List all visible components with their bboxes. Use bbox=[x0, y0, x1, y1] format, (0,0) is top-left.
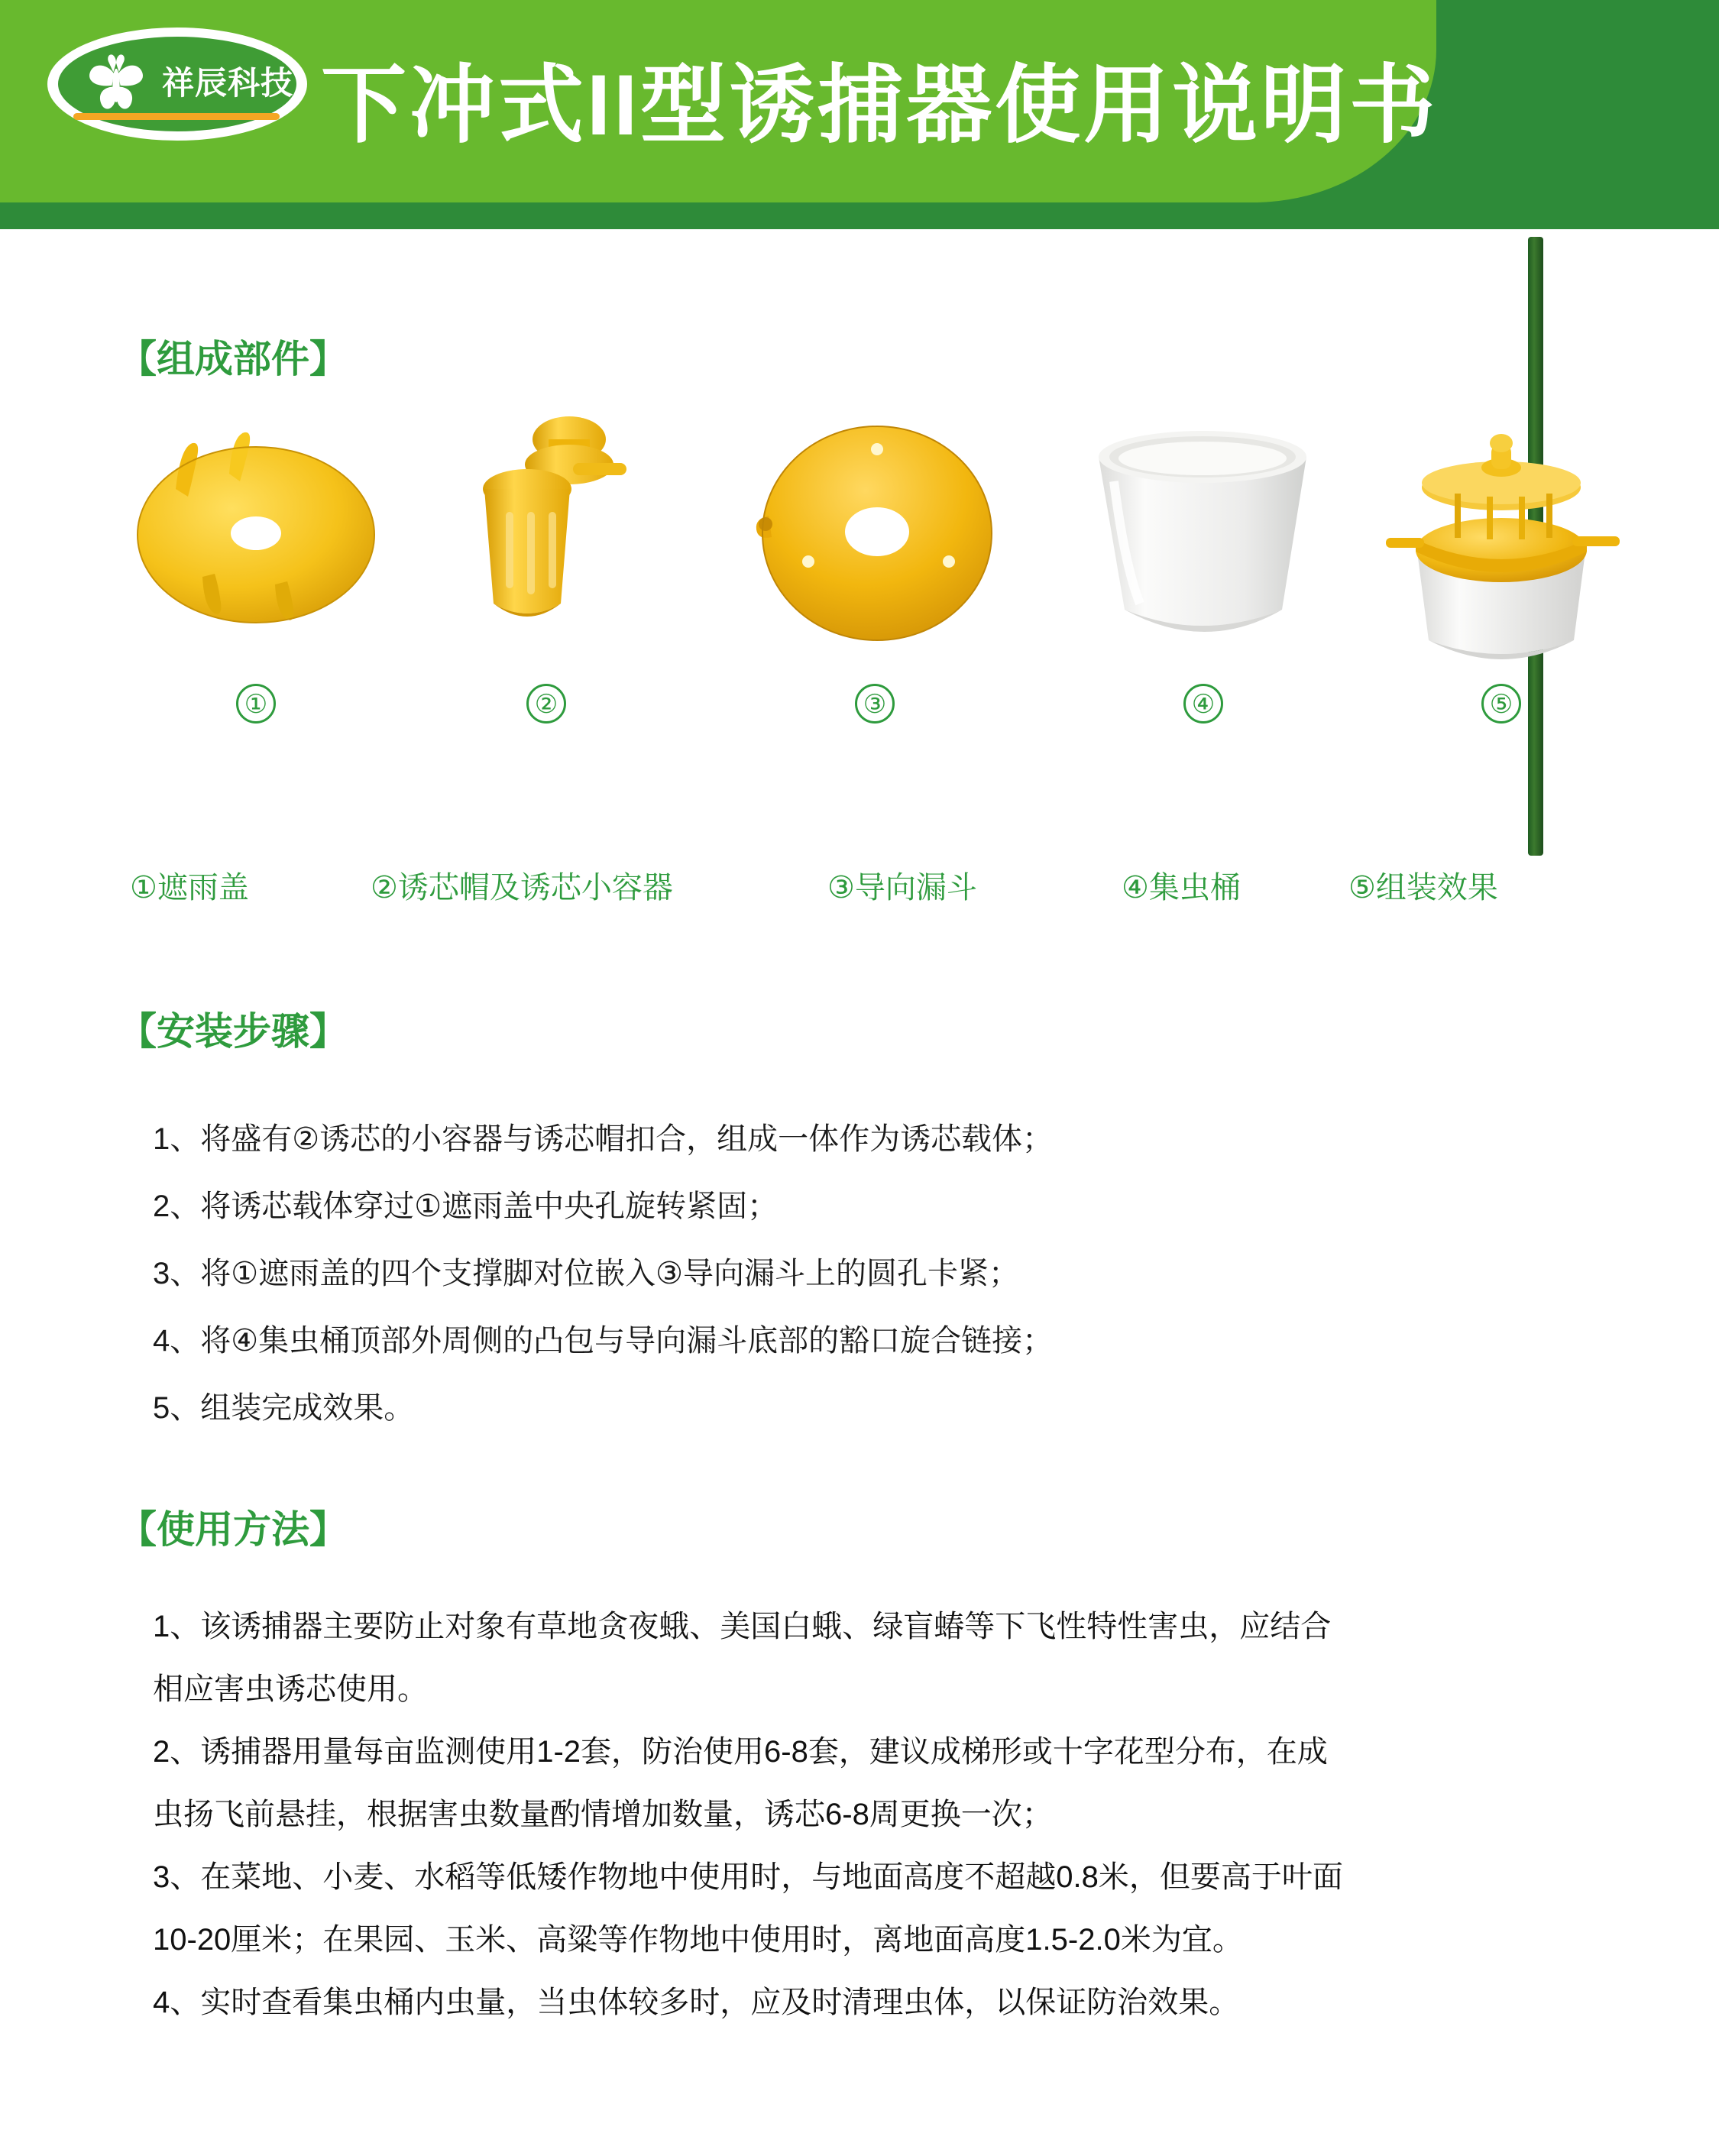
page-title: 下冲式II型诱捕器使用说明书 bbox=[321, 57, 1439, 153]
part-item-1 bbox=[130, 397, 382, 718]
part-caption-3: ③导向漏斗 bbox=[827, 871, 977, 905]
section-title-parts: 【组成部件】 bbox=[118, 338, 348, 380]
part-item-2 bbox=[420, 397, 672, 718]
part-item-3 bbox=[749, 397, 1001, 718]
logo-underline bbox=[73, 113, 280, 120]
usage-line-4: 虫扬飞前悬挂，根据害虫数量酌情增加数量，诱芯6-8周更换一次； bbox=[153, 1798, 1053, 1831]
logo-text: 祥辰科技 bbox=[162, 65, 294, 101]
lure-cap-container-icon bbox=[420, 397, 672, 672]
assembled-trap-icon bbox=[1375, 397, 1627, 672]
collection-bucket-icon bbox=[1077, 397, 1329, 672]
section-title-install: 【安装步骤】 bbox=[118, 1010, 348, 1053]
usage-line-5: 3、在菜地、小麦、水稻等低矮作物地中使用时，与地面高度不超越0.8米，但要高于叶面 bbox=[153, 1860, 1343, 1894]
part-item-4 bbox=[1077, 397, 1329, 718]
usage-line-1: 1、该诱捕器主要防止对象有草地贪夜蛾、美国白蛾、绿盲蝽等下飞性特性害虫，应结合 bbox=[153, 1610, 1332, 1643]
section-title-usage: 【使用方法】 bbox=[118, 1508, 348, 1551]
usage-line-6: 10-20厘米；在果园、玉米、高粱等作物地中使用时，离地面高度1.5-2.0米为宜。 bbox=[153, 1923, 1243, 1957]
part-number-1: ① bbox=[236, 684, 276, 724]
page-header bbox=[0, 0, 1719, 229]
part-caption-4: ④集虫桶 bbox=[1122, 871, 1241, 905]
company-logo bbox=[47, 28, 307, 141]
install-step-1: 1、将盛有②诱芯的小容器与诱芯帽扣合，组成一体作为诱芯载体； bbox=[153, 1122, 1054, 1156]
part-caption-1: ①遮雨盖 bbox=[130, 871, 249, 905]
parts-row bbox=[92, 397, 1627, 718]
install-step-3: 3、将①遮雨盖的四个支撑脚对位嵌入③导向漏斗上的圆孔卡紧； bbox=[153, 1257, 1019, 1290]
part-caption-2: ②诱芯帽及诱芯小容器 bbox=[371, 871, 673, 905]
usage-line-2: 相应害虫诱芯使用。 bbox=[153, 1672, 428, 1706]
part-item-5 bbox=[1375, 397, 1627, 718]
part-number-3: ③ bbox=[855, 684, 895, 724]
usage-line-3: 2、诱捕器用量每亩监测使用1-2套，防治使用6-8套，建议成梯形或十字花型分布，在成 bbox=[153, 1735, 1328, 1769]
install-step-4: 4、将④集虫桶顶部外周侧的凸包与导向漏斗底部的豁口旋合链接； bbox=[153, 1324, 1054, 1358]
part-number-5: ⑤ bbox=[1481, 684, 1521, 724]
usage-line-7: 4、实时查看集虫桶内虫量，当虫体较多时，应及时清理虫体，以保证防治效果。 bbox=[153, 1986, 1240, 2019]
install-step-5: 5、组装完成效果。 bbox=[153, 1391, 415, 1425]
butterfly-icon bbox=[81, 47, 151, 121]
guide-funnel-icon bbox=[749, 397, 1001, 672]
install-step-2: 2、将诱芯载体穿过①遮雨盖中央孔旋转紧固； bbox=[153, 1190, 779, 1223]
part-caption-5: ⑤组装效果 bbox=[1348, 871, 1498, 905]
part-number-4: ④ bbox=[1183, 684, 1223, 724]
rain-cover-icon bbox=[130, 397, 382, 672]
part-number-2: ② bbox=[526, 684, 566, 724]
